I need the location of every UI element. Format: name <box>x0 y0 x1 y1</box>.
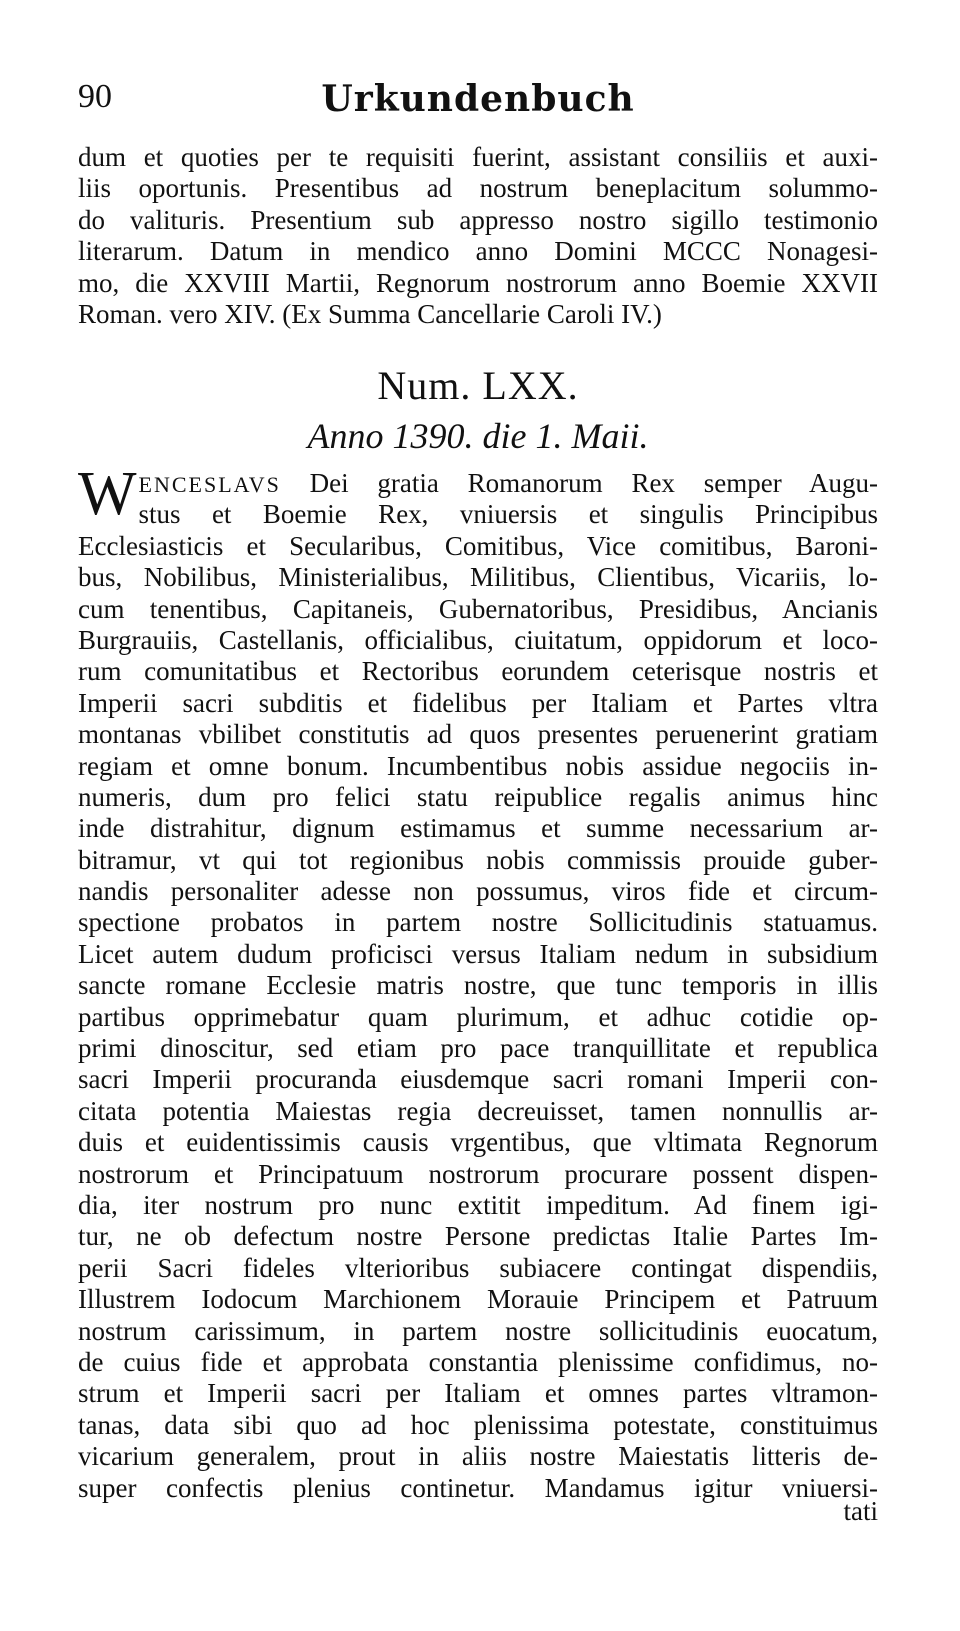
page-header <box>78 78 878 128</box>
text-line: tur, ne ob defectum nostre Persone predictas Italie Partes Im- <box>78 1221 878 1252</box>
text-line: spectione probatos in partem nostre Sollicitudinis statuamus. <box>78 907 878 938</box>
text-line: nostrum carissimum, in partem nostre sollicitudinis euocatum, <box>78 1315 878 1346</box>
text-line: nandis personaliter adesse non possumus, viros fide et circum- <box>78 876 878 907</box>
text-line: citata potentia Maiestas regia decreuisset, tamen nonnullis ar- <box>78 1095 878 1126</box>
text-line: Ecclesiasticis et Secularibus, Comitibus, Vice comitibus, Baroni- <box>78 530 878 561</box>
text-line: Illustrem Iodocum Marchionem Morauie Principem et Patruum <box>78 1284 878 1315</box>
text-line: Imperii sacri subditis et fidelibus per Italiam et Partes vltra <box>78 687 878 718</box>
text-line: nostrorum et Principatuum nostrorum procurare possent dispen- <box>78 1158 878 1189</box>
text-line: bitramur, vt qui tot regionibus nobis commissis prouide guber- <box>78 844 878 875</box>
previous-document-ending <box>78 142 878 330</box>
running-title: Urkundenbuch <box>321 78 635 120</box>
text-line: sancte romane Ecclesie matris nostre, que tunc temporis in illis <box>78 970 878 1001</box>
text-line: super confectis plenius continetur. Mandamus igitur vniuersi- <box>78 1472 878 1503</box>
text-line <box>139 468 878 499</box>
text-line: strum et Imperii sacri per Italiam et omnes partes vltramon- <box>78 1378 878 1409</box>
text-line: bus, Nobilibus, Ministerialibus, Militibus, Clientibus, Vicariis, lo- <box>78 562 878 593</box>
text-line: numeris, dum pro felici statu reipublice regalis animus hinc <box>78 781 878 812</box>
drop-cap: W <box>78 460 137 528</box>
opening-name: ENCESLAVS <box>138 472 281 497</box>
text-line: Roman. vero XIV. (Ex Summa Cancellarie Caroli IV.) <box>78 298 662 329</box>
text-line: sacri Imperii procuranda eiusdemque sacri romani Imperii con- <box>78 1064 878 1095</box>
text-line: rum comunitatibus et Rectoribus eorundem ceterisque nostris et <box>78 656 878 687</box>
text-line: inde distrahitur, dignum estimamus et summe necessarium ar- <box>78 813 878 844</box>
text-line: tanas, data sibi quo ad hoc plenissima potestate, constituimus <box>78 1409 878 1440</box>
text-line: Licet autem dudum proficisci versus Italiam nedum in subsidium <box>78 938 878 969</box>
text-line: mo, die XXVIII Martii, Regnorum nostrorum anno Boemie XXVII <box>78 267 878 298</box>
text-line: regiam et omne bonum. Incumbentibus nobis assidue negociis in- <box>78 750 878 781</box>
text-line: duis et euidentissimis causis vrgentibus, que vltimata Regnorum <box>78 1127 878 1158</box>
text-line: literarum. Datum in mendico anno Domini MCCC Nonagesi- <box>78 236 878 267</box>
text-line: dum et quoties per te requisiti fuerint, assistant consiliis et auxi- <box>78 142 878 172</box>
text-line: vicarium generalem, prout in aliis nostre Maiestatis litteris de- <box>78 1441 878 1472</box>
document-body <box>78 460 878 1504</box>
text-line: dia, iter nostrum pro nunc extitit impeditum. Ad finem igi- <box>78 1189 878 1220</box>
text-line: montanas vbilibet constitutis ad quos presentes peruenerint gratiam <box>78 719 878 750</box>
text-line: do valituris. Presentium sub appresso nostro sigillo testimonio <box>78 204 878 235</box>
text-line: de cuius fide et approbata constantia plenissime confidimus, no- <box>78 1346 878 1377</box>
catchword: tati <box>843 1496 878 1526</box>
text-line: primi dinoscitur, sed etiam pro pace tranquillitate et republica <box>78 1033 878 1064</box>
text-line: stus et Boemie Rex, vniuersis et singulis Principibus <box>138 499 878 530</box>
text-line: partibus opprimebatur quam plurimum, et adhuc cotidie op- <box>78 1001 878 1032</box>
text-line: liis oportunis. Presentibus ad nostrum beneplacitum solummo- <box>78 173 878 204</box>
text-line: Burgrauiis, Castellanis, officialibus, ciuitatum, oppidorum et loco- <box>78 624 878 655</box>
opening-text: Dei gratia Romanorum Rex semper Augu- <box>280 468 878 498</box>
document-number-heading: Num. LXX. <box>377 363 579 408</box>
opening-lines <box>78 460 878 531</box>
page-number: 90 <box>78 78 112 115</box>
document-date-heading: Anno 1390. die 1. Maii. <box>307 416 649 456</box>
text-line: perii Sacri fideles vlterioribus subiacere contingat dispendiis, <box>78 1252 878 1283</box>
text-line: cum tenentibus, Capitaneis, Gubernatoribus, Presidibus, Ancianis <box>78 593 878 624</box>
